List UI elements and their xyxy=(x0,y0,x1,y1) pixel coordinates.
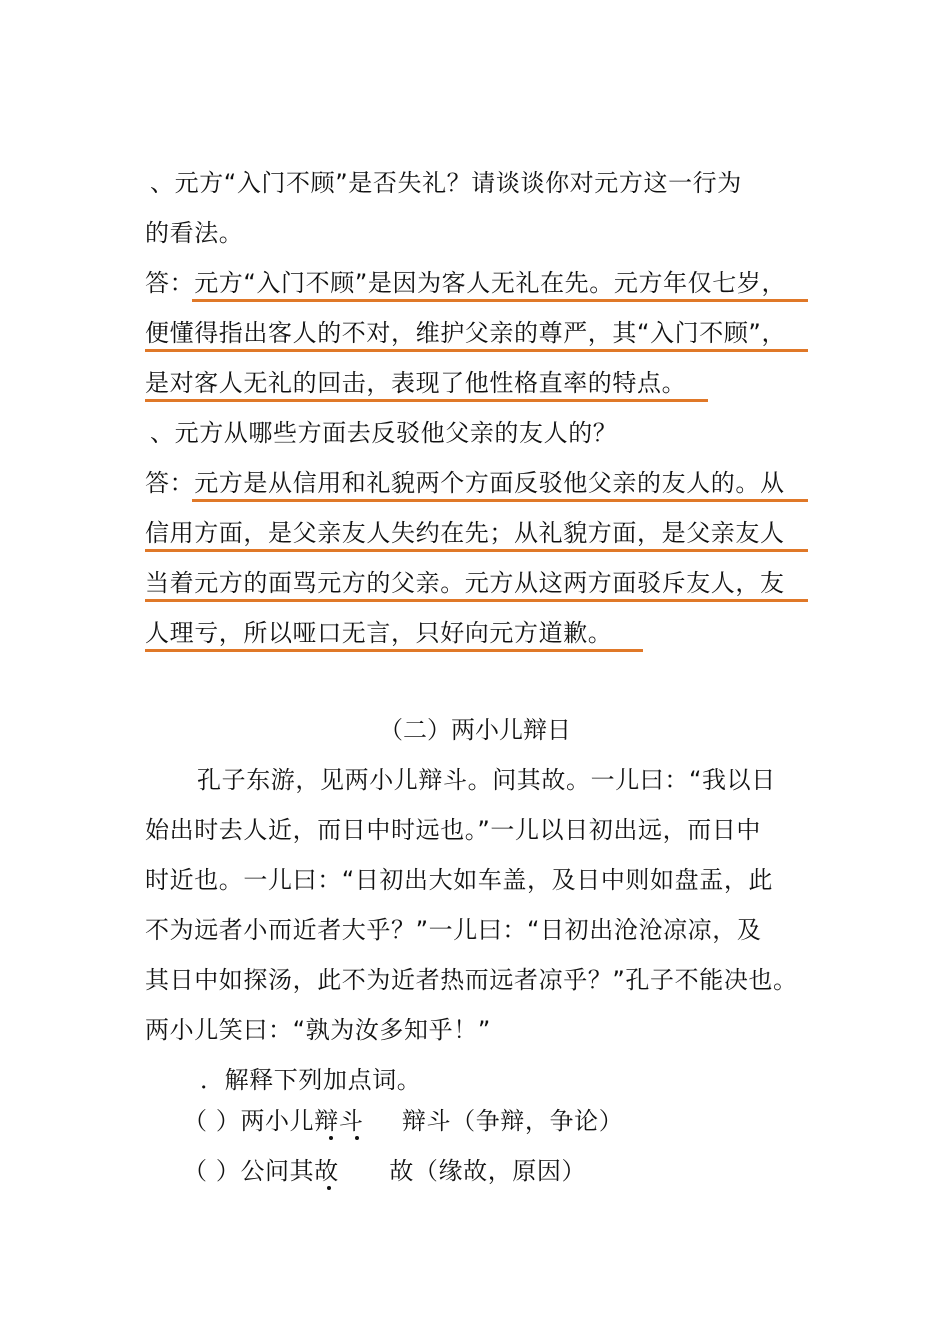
q4-answer-line-3: 当着元方的面骂元方的父亲。元方从这两方面驳斥友人，友 xyxy=(145,569,785,597)
answer-underline xyxy=(145,649,643,652)
passage-line-2: 始出时去人近，而日中时远也。”一儿以日初出远，而日中 xyxy=(145,816,762,844)
passage-line-5: 其日中如探汤，此不为近者热而远者凉乎？”孔子不能决也。 xyxy=(145,966,798,994)
item-2 xyxy=(183,1155,586,1187)
q4-answer-line-4: 人理亏，所以哑口无言，只好向元方道歉。 xyxy=(145,619,613,647)
answer-underline xyxy=(145,599,808,602)
item-explanation: 故（缘故，原因） xyxy=(389,1157,587,1185)
q3-answer-line-3: 是对客人无礼的回击，表现了他性格直率的特点。 xyxy=(145,369,687,397)
passage-line-6: 两小儿笑曰：“孰为汝多知乎！” xyxy=(145,1016,491,1044)
item-bracket: （ ） xyxy=(183,1107,241,1135)
item-bracket: （ ） xyxy=(183,1157,241,1185)
answer-underline xyxy=(145,549,808,552)
q3-question-line-2: 的看法。 xyxy=(145,219,244,247)
item-1 xyxy=(183,1105,623,1137)
emphasis-dot xyxy=(327,1186,331,1190)
passage-line-4: 不为远者小而近者大乎？”一儿曰：“日初出沧沧凉凉，及 xyxy=(145,916,762,944)
exercise-title: ．解释下列加点词。 xyxy=(200,1066,422,1094)
q4-answer-line-2: 信用方面，是父亲友人失约在先；从礼貌方面，是父亲友人 xyxy=(145,519,785,547)
q4-question: 、元方从哪些方面去反驳他父亲的友人的？ xyxy=(150,419,618,447)
q3-answer-line-2: 便懂得指出客人的不对，维护父亲的尊严，其“入门不顾”， xyxy=(145,319,787,347)
passage-line-1: 孔子东游，见两小儿辩斗。问其故。一儿曰：“我以日 xyxy=(197,766,776,794)
item-phrase: 两小儿辩斗 xyxy=(240,1107,364,1135)
emphasis-dot xyxy=(329,1136,333,1140)
section-title: （二）两小儿辩日 xyxy=(379,716,571,744)
q4-answer-line-1: 答：元方是从信用和礼貌两个方面反驳他父亲的友人的。从 xyxy=(145,469,785,497)
passage-line-3: 时近也。一儿曰：“日初出大如车盖，及日中则如盘盂，此 xyxy=(145,866,774,894)
answer-underline xyxy=(145,399,708,402)
emphasis-dot xyxy=(355,1136,359,1140)
answer-underline xyxy=(192,499,808,502)
answer-underline xyxy=(145,349,808,352)
item-explanation: 辩斗（争辩，争论） xyxy=(401,1107,624,1135)
q3-answer-line-1: 答：元方“入门不顾”是因为客人无礼在先。元方年仅七岁， xyxy=(145,269,787,297)
q3-question-line-1: 、元方“入门不顾”是否失礼？请谈谈你对元方这一行为 xyxy=(150,169,742,197)
item-phrase: 公问其故 xyxy=(240,1157,339,1185)
answer-underline xyxy=(192,299,808,302)
